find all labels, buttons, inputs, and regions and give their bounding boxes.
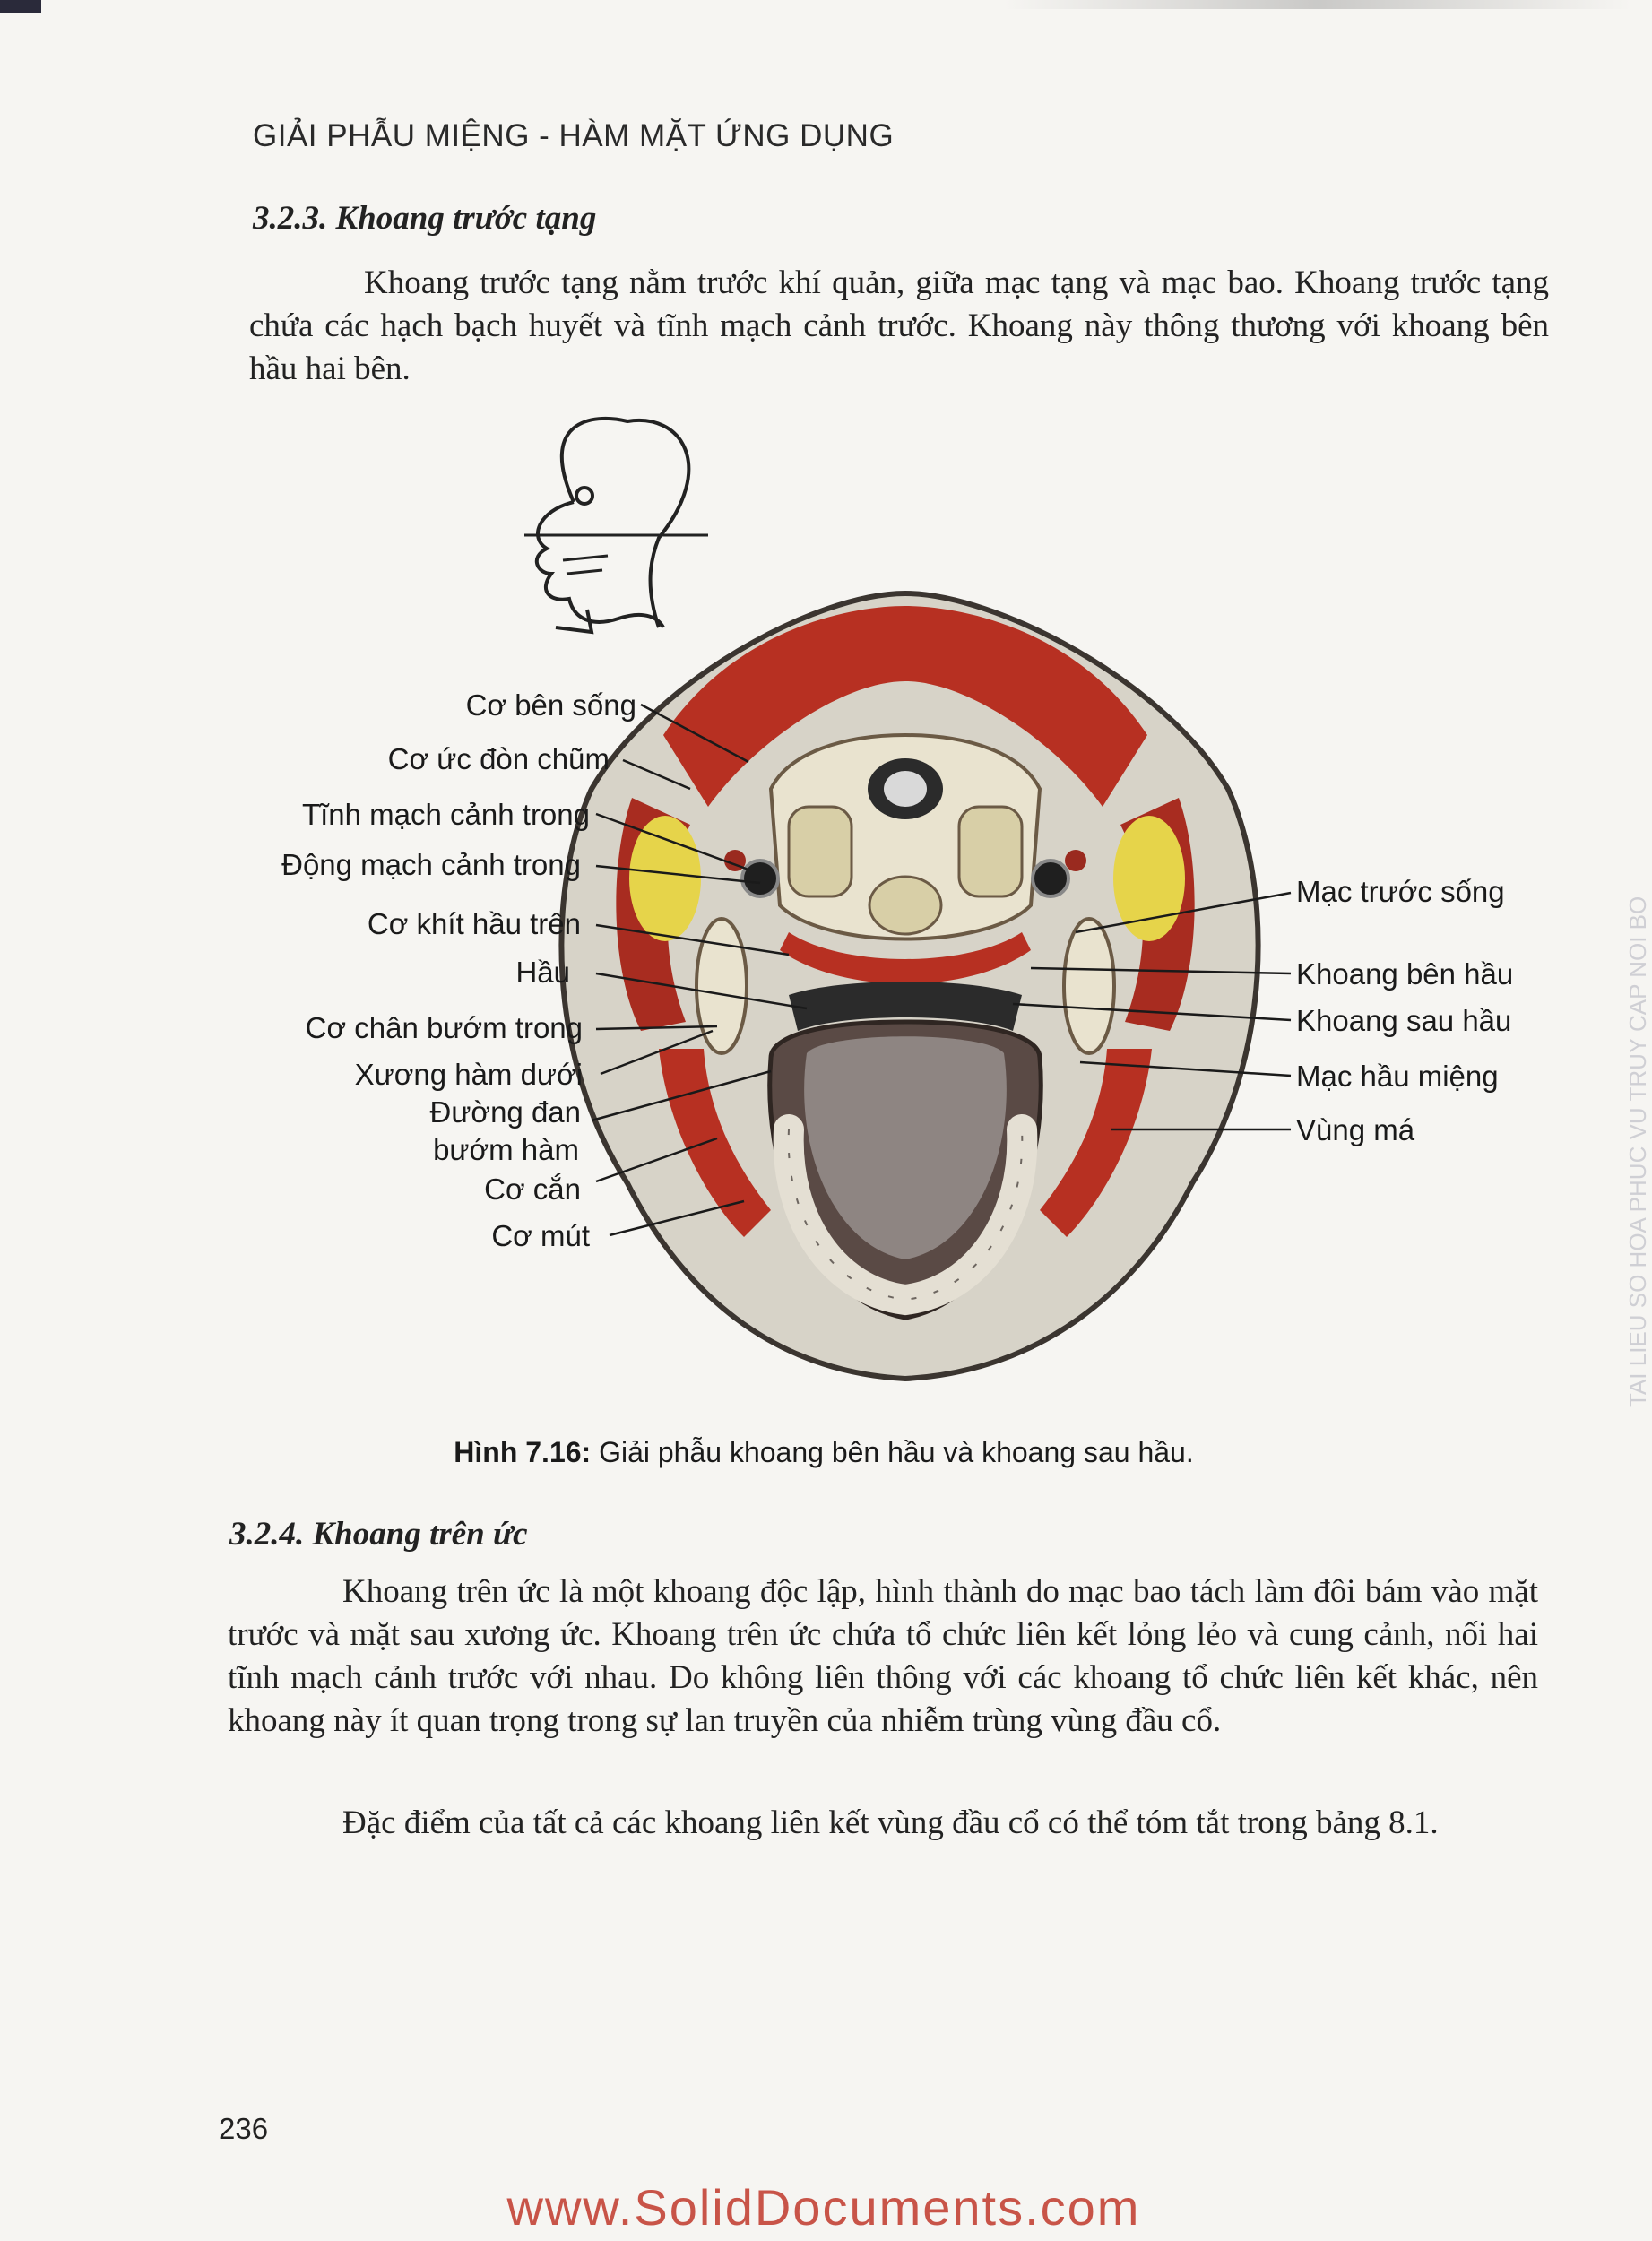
label-hau: Hầu — [515, 956, 570, 989]
label-vung-ma: Vùng má — [1296, 1113, 1415, 1146]
figure-caption-text: Giải phẫu khoang bên hầu và khoang sau hầu. — [591, 1436, 1194, 1468]
label-mac-hau-mieng: Mạc hầu miệng — [1296, 1060, 1499, 1093]
label-khoang-ben-hau: Khoang bên hầu — [1296, 957, 1514, 991]
label-xuong-ham-duoi: Xương hàm dưới — [354, 1058, 583, 1091]
label-co-can: Cơ cắn — [484, 1172, 581, 1206]
label-khoang-sau-hau: Khoang sau hầu — [1296, 1004, 1512, 1037]
side-watermark: TAI LIEU SO HOA PHUC VU TRUY CAP NOI BO — [1624, 896, 1651, 1407]
figure-caption — [0, 1436, 1648, 1469]
paragraph-tom-tat — [228, 1802, 1538, 1845]
label-co-uc-don-chum: Cơ ức đòn chũm — [387, 742, 610, 775]
footer-url: www.SolidDocuments.com — [506, 2179, 1141, 2236]
running-header: GIẢI PHẪU MIỆNG - HÀM MẶT ỨNG DỤNG — [253, 118, 895, 153]
label-mac-truoc-song: Mạc trước sống — [1296, 875, 1505, 908]
figure-caption-number: Hình 7.16: — [454, 1436, 592, 1468]
label-co-chan-buom-trong: Cơ chân bướm trong — [305, 1011, 583, 1044]
label-dong-mach-canh-trong: Động mạch cảnh trong — [281, 848, 581, 881]
head-orientation-sketch — [524, 419, 708, 632]
label-co-ben-song: Cơ bên sống — [465, 688, 636, 722]
section-heading-3-2-4: 3.2.4. Khoang trên ức — [229, 1516, 528, 1553]
label-buom-ham: bướm hàm — [433, 1133, 579, 1166]
paragraph-text: Đặc điểm của tất cả các khoang liên kết vùng đầu cổ có thể tóm tắt trong bảng 8.1. — [342, 1804, 1439, 1841]
section-heading-3-2-3: 3.2.3. Khoang trước tạng — [253, 200, 597, 237]
paragraph-text: Khoang trước tạng nằm trước khí quản, giữa mạc tạng và mạc bao. Khoang trước tạng chứa các hạch bạch huyết và tĩnh mạch cảnh trước. Khoang này thông thương với khoang bên hầu hai bên. — [249, 264, 1549, 387]
paragraph-khoang-tren-uc — [228, 1570, 1538, 1743]
label-co-mut: Cơ mút — [491, 1219, 590, 1252]
label-tinh-mach-canh-trong: Tĩnh mạch cảnh trong — [301, 798, 590, 831]
label-co-khit-hau-tren: Cơ khít hầu trên — [367, 907, 581, 940]
page-number: 236 — [219, 2112, 269, 2145]
paragraph-text: Khoang trên ức là một khoang độc lập, hình thành do mạc bao tách làm đôi bám vào mặt trước và mặt sau xương ức. Khoang trên ức chứa tổ chức liên kết lỏng lẻo và cung cảnh, nối hai tĩnh mạch cảnh trước với nhau. Do không liên thông với các khoang tổ chức liên kết khác, nên khoang này ít quan trọng trong sự lan truyền của nhiễm trùng vùng đầu cổ. — [228, 1573, 1538, 1739]
label-duong-dan: Đường đan — [429, 1095, 581, 1129]
